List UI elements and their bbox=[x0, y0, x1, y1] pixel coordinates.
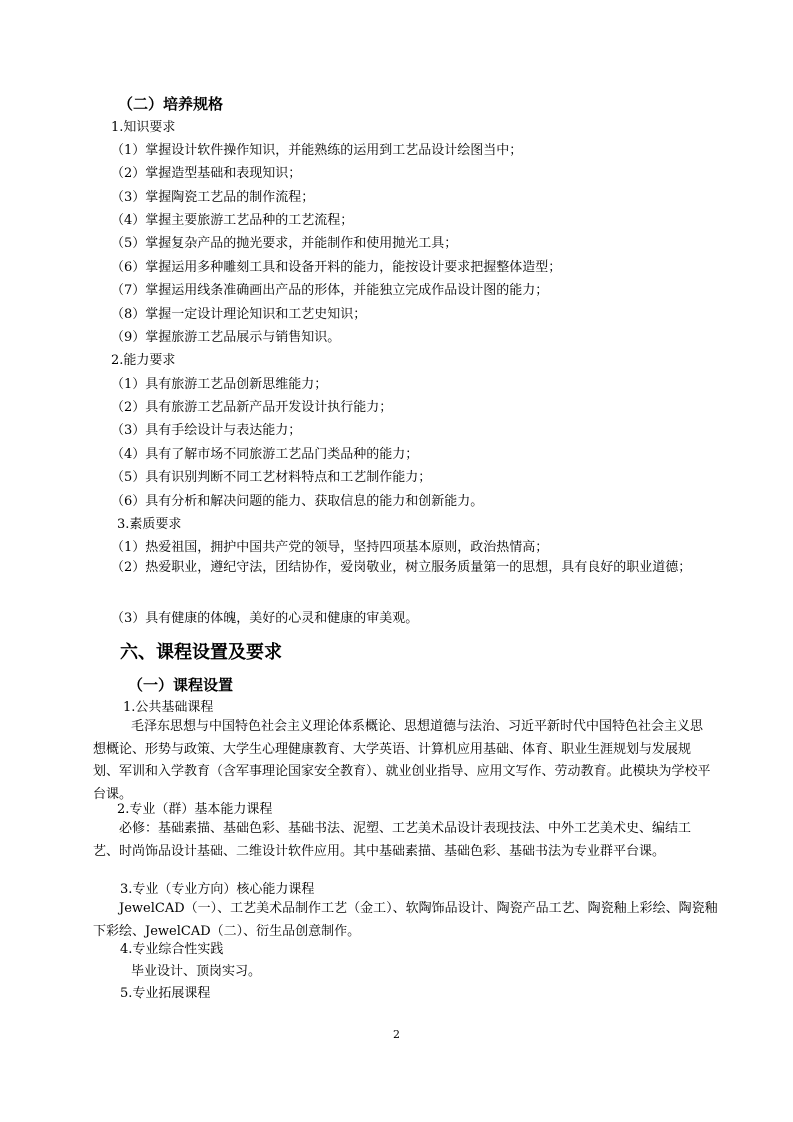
ability-item: （6）具有分析和解决问题的能力、获取信息的能力和创新能力。 bbox=[111, 494, 484, 509]
knowledge-item: （1）掌握设计软件操作知识，并能熟练的运用到工艺品设计绘图当中； bbox=[111, 143, 523, 158]
practice-text: 毕业设计、顶岗实习。 bbox=[131, 964, 262, 979]
quality-item-wrapped: （2）热爱职业，遵纪守法，团结协作，爱岗敬业，树立服务质量第一的思想，具有良好的职业道德； bbox=[111, 560, 692, 575]
ability-item: （2）具有旅游工艺品新产品开发设计执行能力； bbox=[111, 400, 393, 415]
section-heading-training-spec: （二）培养规格 bbox=[118, 95, 224, 113]
section-heading-course-setup: （一）课程设置 bbox=[128, 676, 234, 694]
knowledge-item: （9）掌握旅游工艺品展示与销售知识。 bbox=[111, 330, 341, 345]
ability-item: （5）具有识别判断不同工艺材料特点和工艺制作能力； bbox=[111, 470, 432, 485]
knowledge-item: （7）掌握运用线条准确画出产品的形体，并能独立完成作品设计图的能力； bbox=[111, 283, 549, 298]
ability-item: （4）具有了解市场不同旅游工艺品门类品种的能力； bbox=[111, 447, 419, 462]
quality-item: （3）具有健康的体魄，美好的心灵和健康的审美观。 bbox=[111, 611, 419, 626]
public-courses-title: 1.公共基础课程 bbox=[123, 700, 214, 715]
basic-courses-text: 必修：基础素描、基础色彩、基础书法、泥塑、工艺美术品设计表现技法、中外工艺美术史、编结工艺、时尚饰品设计基础、二维设计软件应用。其中基础素描、基础色彩、基础书法为专业群平台课。 bbox=[93, 821, 692, 859]
knowledge-title: 1.知识要求 bbox=[111, 120, 176, 135]
ability-item: （3）具有手绘设计与表达能力； bbox=[111, 423, 302, 438]
public-courses-text: 毛泽东思想与中国特色社会主义理论体系概论、思想道德与法治、习近平新时代中国特色社会主义思想概论、形势与政策、大学生心理健康教育、大学英语、计算机应用基础、体育、职业生涯规划与发展规划、军训和入学教育（含军事理论国家安全教育）、就业创业指导、应用文写作、劳动教育。此模块为学校平台课。 bbox=[93, 719, 711, 802]
page-number: 2 bbox=[393, 1028, 400, 1041]
core-courses-title: 3.专业（专业方向）核心能力课程 bbox=[120, 882, 315, 897]
chapter-heading-courses: 六、课程设置及要求 bbox=[120, 642, 282, 663]
knowledge-item: （4）掌握主要旅游工艺品种的工艺流程； bbox=[111, 213, 354, 228]
knowledge-item: （2）掌握造型基础和表现知识； bbox=[111, 166, 302, 181]
quality-title: 3.素质要求 bbox=[117, 517, 182, 532]
knowledge-item: （5）掌握复杂产品的抛光要求，并能制作和使用抛光工具； bbox=[111, 236, 458, 251]
practice-title: 4.专业综合性实践 bbox=[120, 942, 224, 957]
extension-courses-title: 5.专业拓展课程 bbox=[120, 986, 211, 1001]
ability-item: （1）具有旅游工艺品创新思维能力； bbox=[111, 377, 328, 392]
knowledge-item: （3）掌握陶瓷工艺品的制作流程； bbox=[111, 190, 315, 205]
knowledge-item: （8）掌握一定设计理论知识和工艺史知识； bbox=[111, 307, 367, 322]
core-courses-text: JewelCAD（一）、工艺美术品制作工艺（金工）、软陶饰品设计、陶瓷产品工艺、陶瓷釉上彩绘、陶瓷釉下彩绘、JewelCAD（二）、衍生品创意制作。 bbox=[93, 901, 718, 939]
basic-courses-title: 2.专业（群）基本能力课程 bbox=[117, 802, 273, 817]
knowledge-item: （6）掌握运用多种雕刻工具和设备开料的能力，能按设计要求把握整体造型； bbox=[111, 260, 562, 275]
quality-item: （1）热爱祖国，拥护中国共产党的领导，坚持四项基本原则，政治热情高； bbox=[111, 540, 549, 555]
ability-title: 2.能力要求 bbox=[111, 353, 176, 368]
